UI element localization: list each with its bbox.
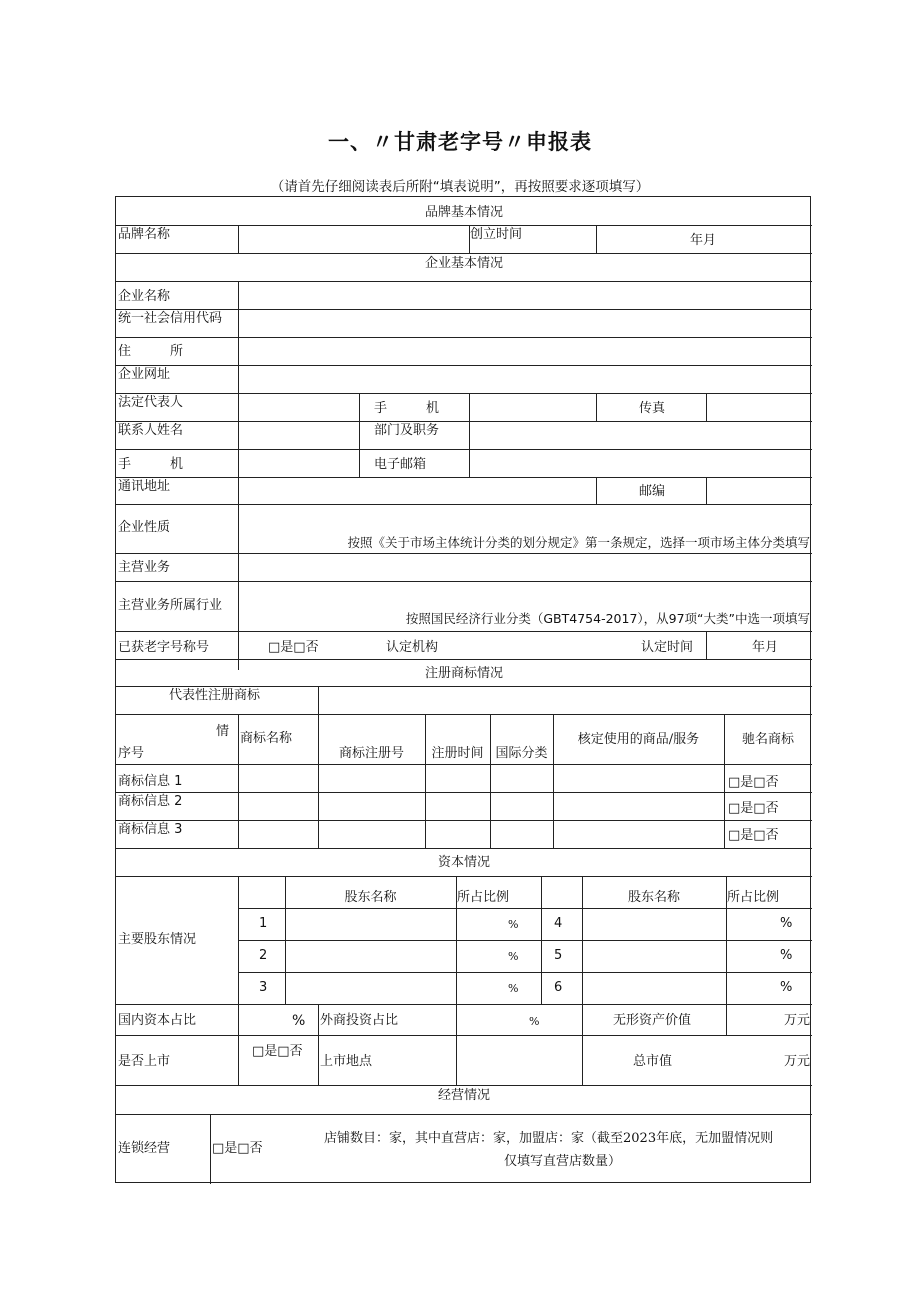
nature-hint: 按照《关于市场主体统计分类的划分规定》第一条规定，选择一项市场主体分类填写 bbox=[347, 535, 810, 550]
shareholder-pct: % bbox=[508, 982, 519, 995]
col-shareholder-name: 股东名称 bbox=[344, 890, 397, 905]
row-divider bbox=[116, 1114, 812, 1115]
company-name-field[interactable] bbox=[239, 282, 811, 308]
chain-operation-label: 连锁经营 bbox=[118, 1141, 171, 1156]
legal-rep-label: 法定代表人 bbox=[118, 395, 184, 410]
cert-time-unit: 年月 bbox=[752, 640, 779, 655]
fax-field[interactable] bbox=[707, 394, 811, 420]
operation-section-header: 经营情况 bbox=[437, 1088, 490, 1103]
row-divider bbox=[116, 1085, 812, 1086]
trademark-row-label: 商标信息 1 bbox=[118, 774, 183, 789]
chain-desc-line2: 仅填写直营店数量） bbox=[504, 1154, 622, 1169]
col-situation: 情 bbox=[216, 724, 230, 739]
dept-field[interactable] bbox=[470, 422, 811, 448]
col-divider bbox=[706, 631, 707, 659]
industry-hint: 按照国民经济行业分类（GBT4754-2017），从97项“大类”中选一项填写 bbox=[405, 611, 810, 626]
col-divider bbox=[726, 1004, 727, 1036]
mobile2-field[interactable] bbox=[239, 450, 358, 476]
obtained-title-options[interactable]: □是□否 bbox=[268, 640, 319, 655]
shareholder-no: 5 bbox=[554, 948, 563, 963]
nature-field[interactable] bbox=[239, 505, 811, 533]
credit-code-label: 统一社会信用代码 bbox=[118, 311, 223, 326]
listing-place-label: 上市地点 bbox=[320, 1054, 373, 1069]
chain-operation-options[interactable]: □是□否 bbox=[212, 1141, 263, 1156]
mobile2-label: 手 机 bbox=[118, 457, 184, 472]
col-divider bbox=[238, 876, 239, 1086]
contact-name-label: 联系人姓名 bbox=[118, 423, 184, 438]
fax-label: 传真 bbox=[639, 401, 666, 416]
mobile-label: 手 机 bbox=[374, 401, 440, 416]
col-divider bbox=[596, 477, 597, 505]
listing-place-field[interactable] bbox=[457, 1036, 581, 1084]
credit-code-field[interactable] bbox=[239, 310, 811, 336]
shareholder-pct: % bbox=[780, 948, 793, 963]
col-divider bbox=[238, 714, 239, 848]
col-famous: 驰名商标 bbox=[741, 732, 794, 747]
col-divider bbox=[541, 876, 542, 1004]
market-value-label: 总市值 bbox=[633, 1054, 673, 1069]
trademark-row-label: 商标信息 3 bbox=[118, 822, 183, 837]
mail-address-field[interactable] bbox=[239, 478, 595, 503]
brand-section-header: 品牌基本情况 bbox=[424, 205, 503, 220]
website-label: 企业网址 bbox=[118, 367, 171, 382]
foreign-capital-label: 外商投资占比 bbox=[320, 1013, 399, 1028]
col-seq: 序号 bbox=[118, 746, 145, 761]
row-divider bbox=[116, 659, 812, 660]
col-reg-no: 商标注册号 bbox=[338, 746, 404, 761]
trademark-row-label: 商标信息 2 bbox=[118, 794, 183, 809]
email-field[interactable] bbox=[470, 450, 811, 476]
company-section-header: 企业基本情况 bbox=[424, 256, 503, 271]
col-intl-class: 国际分类 bbox=[495, 746, 548, 761]
trademark-row-famous[interactable]: □是□否 bbox=[728, 775, 779, 790]
representative-trademark-field[interactable] bbox=[319, 687, 811, 713]
shareholder-no: 3 bbox=[259, 980, 268, 995]
row-divider bbox=[116, 1004, 812, 1005]
founded-time-label: 创立时间 bbox=[470, 227, 523, 242]
listed-options[interactable]: □是□否 bbox=[252, 1044, 303, 1059]
website-field[interactable] bbox=[239, 366, 811, 392]
col-shareholder-name-2: 股东名称 bbox=[627, 890, 680, 905]
mobile-field[interactable] bbox=[470, 394, 595, 420]
col-divider bbox=[490, 714, 491, 848]
postcode-field[interactable] bbox=[707, 478, 811, 503]
cert-time-label: 认定时间 bbox=[641, 640, 694, 655]
contact-name-field[interactable] bbox=[239, 422, 358, 448]
company-name-label: 企业名称 bbox=[118, 289, 171, 304]
capital-section-header: 资本情况 bbox=[437, 855, 490, 870]
main-business-field[interactable] bbox=[239, 554, 811, 580]
chain-desc-line1: 店铺数目：家，其中直营店：家，加盟店：家（截至2023年底，无加盟情况则 bbox=[324, 1131, 774, 1146]
intangible-assets-unit: 万元 bbox=[784, 1013, 811, 1028]
col-divider bbox=[425, 714, 426, 848]
col-trademark-name: 商标名称 bbox=[240, 731, 293, 746]
application-form bbox=[115, 196, 811, 1183]
industry-field[interactable] bbox=[239, 582, 811, 609]
col-reg-time: 注册时间 bbox=[431, 746, 484, 761]
shareholder-no: 1 bbox=[259, 916, 268, 931]
row-divider bbox=[116, 714, 812, 715]
shareholders-label: 主要股东情况 bbox=[118, 932, 197, 947]
shareholder-pct: % bbox=[508, 950, 519, 963]
market-value-unit: 万元 bbox=[784, 1054, 811, 1069]
founded-time-unit: 年月 bbox=[690, 233, 717, 248]
foreign-capital-unit: % bbox=[529, 1015, 540, 1028]
trademark-row-famous[interactable]: □是□否 bbox=[728, 801, 779, 816]
col-shareholder-ratio: 所占比例 bbox=[457, 890, 510, 905]
domestic-capital-unit: % bbox=[292, 1013, 306, 1029]
founded-time-field[interactable] bbox=[597, 226, 811, 252]
shareholder-no: 2 bbox=[259, 948, 268, 963]
address-field[interactable] bbox=[239, 338, 811, 364]
mail-address-label: 通讯地址 bbox=[118, 479, 171, 494]
shareholder-no: 6 bbox=[554, 980, 563, 995]
listed-label: 是否上市 bbox=[118, 1054, 171, 1069]
main-business-label: 主营业务 bbox=[118, 560, 171, 575]
row-divider bbox=[116, 848, 812, 849]
intangible-assets-label: 无形资产价值 bbox=[613, 1013, 692, 1028]
row-divider bbox=[116, 253, 812, 254]
cert-org-field[interactable] bbox=[446, 632, 636, 658]
shareholder-no: 4 bbox=[554, 916, 563, 931]
brand-name-field[interactable] bbox=[239, 226, 468, 252]
trademark-row-famous[interactable]: □是□否 bbox=[728, 828, 779, 843]
row-divider bbox=[116, 764, 812, 765]
col-divider bbox=[210, 1114, 211, 1184]
cert-org-label: 认定机构 bbox=[386, 640, 439, 655]
shareholder-pct: % bbox=[508, 918, 519, 931]
postcode-label: 邮编 bbox=[639, 484, 666, 499]
address-label: 住 所 bbox=[118, 344, 184, 359]
row-divider bbox=[116, 792, 812, 793]
dept-label: 部门及职务 bbox=[374, 423, 440, 438]
shareholder-pct: % bbox=[780, 980, 793, 995]
col-divider bbox=[318, 714, 319, 848]
col-goods: 核定使用的商品/服务 bbox=[577, 732, 700, 747]
representative-trademark-label: 代表性注册商标 bbox=[169, 688, 261, 703]
domestic-capital-label: 国内资本占比 bbox=[118, 1013, 197, 1028]
col-divider bbox=[318, 1004, 319, 1086]
brand-name-label: 品牌名称 bbox=[118, 227, 171, 242]
industry-label: 主营业务所属行业 bbox=[118, 598, 223, 613]
nature-label: 企业性质 bbox=[118, 520, 171, 535]
col-shareholder-ratio-2: 所占比例 bbox=[727, 890, 780, 905]
col-divider bbox=[596, 393, 597, 421]
shareholder-pct: % bbox=[780, 916, 793, 931]
col-divider bbox=[582, 1004, 583, 1086]
row-divider bbox=[116, 820, 812, 821]
row-divider bbox=[116, 876, 812, 877]
trademark-section-header: 注册商标情况 bbox=[424, 666, 503, 681]
email-label: 电子邮箱 bbox=[374, 457, 427, 472]
page-title: 一、〃甘肃老字号〃申报表 bbox=[328, 130, 592, 154]
page-subtitle: （请首先仔细阅读表后所附“填表说明”，再按照要求逐项填写） bbox=[270, 179, 650, 195]
obtained-title-label: 已获老字号称号 bbox=[118, 640, 210, 655]
